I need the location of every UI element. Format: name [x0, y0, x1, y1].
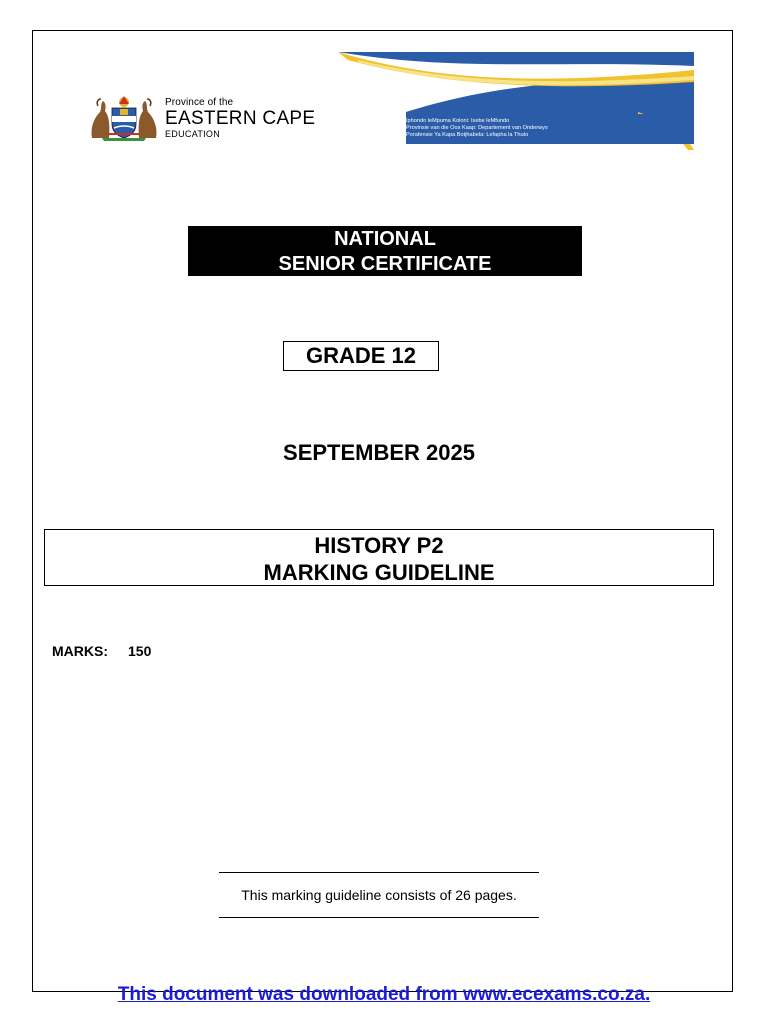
page-count-note: This marking guideline consists of 26 pages.	[241, 887, 517, 903]
marks-line	[52, 643, 151, 659]
banner-line-sesotho: Porafensie Ya Kapa Botjhabela: Lefapha la Thuto	[406, 132, 529, 138]
subject-box	[44, 529, 714, 586]
banner-text	[406, 118, 548, 139]
exam-date: SEPTEMBER 2025	[283, 440, 475, 465]
document-type: MARKING GUIDELINE	[263, 560, 495, 585]
marks-label: MARKS:	[52, 643, 108, 659]
logo-line-province: Province of the	[165, 97, 234, 108]
download-source-link[interactable]: This document was downloaded from www.ecexams.co.za.	[117, 984, 651, 1005]
logo-text	[165, 98, 315, 139]
nsc-line-national: NATIONAL	[334, 228, 436, 250]
subject-title: HISTORY P2	[314, 533, 444, 558]
page-border	[32, 30, 733, 992]
banner-line-afrikaans: Provinsie van die Oos Kaap: Departement van Onderwys	[406, 125, 548, 131]
marks-value: 150	[128, 643, 152, 659]
logo-line-education: EDUCATION	[165, 129, 221, 139]
nsc-line-senior-certificate: SENIOR CERTIFICATE	[278, 253, 492, 275]
pages-divider-top	[219, 872, 539, 873]
nsc-title-box	[188, 226, 582, 276]
eastern-cape-logo	[88, 94, 318, 142]
banner-line-xhosa: Iphondo leMpuma Koloni: Isebe leMfundo	[406, 118, 510, 124]
grade-box: GRADE 12	[283, 341, 439, 371]
coat-of-arms-icon	[88, 94, 160, 142]
pages-divider-bottom	[219, 917, 539, 918]
logo-line-eastern-cape: EASTERN CAPE	[165, 108, 316, 129]
